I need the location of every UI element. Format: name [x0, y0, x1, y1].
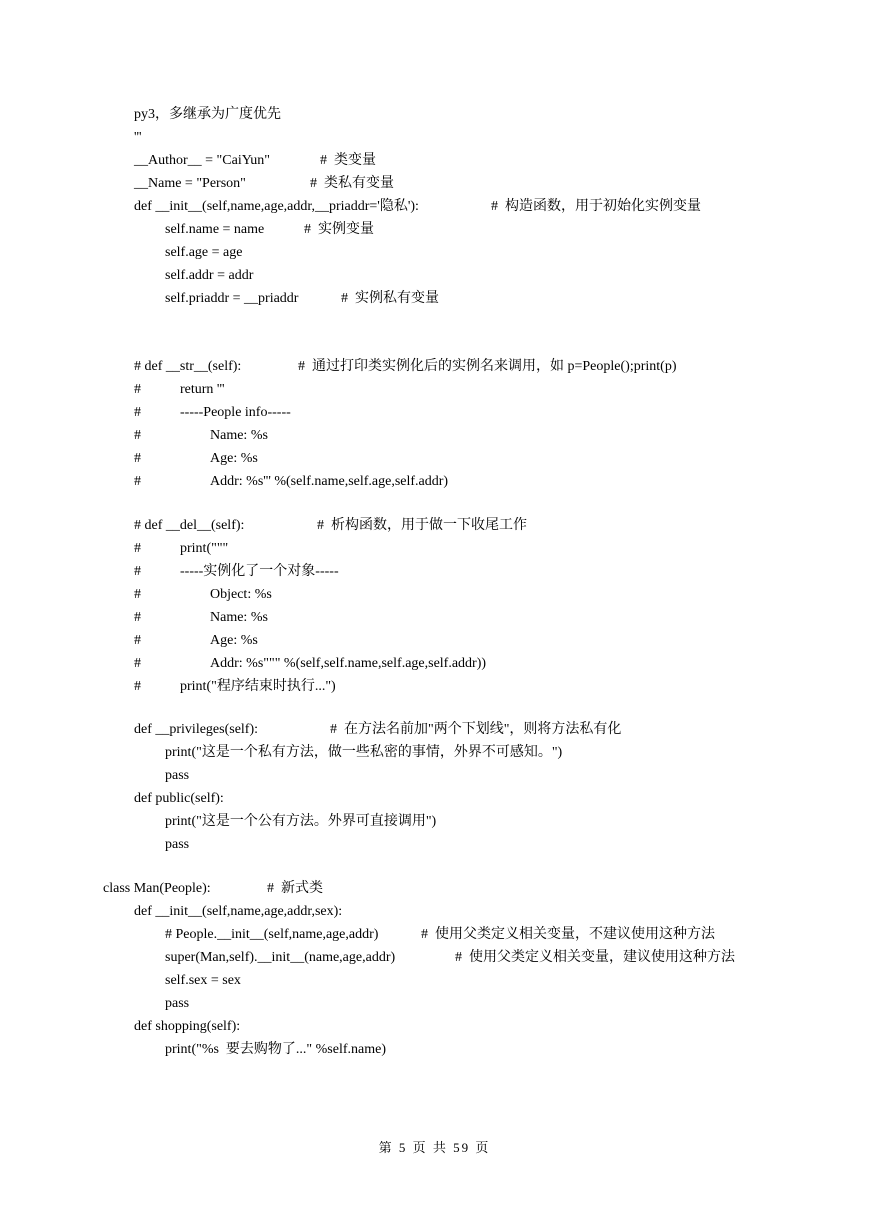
code-comment: -----People info----- [180, 405, 291, 420]
code-line: # [134, 564, 141, 579]
code-comment: -----实例化了一个对象----- [180, 564, 339, 579]
code-comment: # 通过打印类实例化后的实例名来调用，如 p=People();print(p) [298, 359, 677, 374]
code-comment: # 构造函数，用于初始化实例变量 [491, 199, 701, 214]
code-line: self.priaddr = __priaddr [165, 291, 299, 306]
code-line: super(Man,self).__init__(name,age,addr) [165, 950, 396, 965]
code-line: print("这是一个私有方法，做一些私密的事情，外界不可感知。") [165, 745, 563, 760]
code-comment: # 类私有变量 [310, 176, 394, 191]
code-comment: Name: %s [210, 610, 268, 625]
code-line: # [134, 428, 141, 443]
code-line: class Man(People): [103, 881, 211, 896]
code-line: # [134, 541, 141, 556]
code-line: __Author__ = "CaiYun" [134, 153, 270, 168]
code-line: def shopping(self): [134, 1019, 241, 1034]
code-comment: Addr: %s""" %(self,self.name,self.age,self.addr)) [210, 656, 487, 671]
code-line: # def __del__(self): [134, 518, 245, 533]
code-line: def __init__(self,name,age,addr,__priaddr='隐私'): [134, 199, 419, 214]
code-comment: print("程序结束时执行...") [180, 679, 336, 694]
code-comment: # 使用父类定义相关变量，建议使用这种方法 [455, 950, 735, 965]
code-line: __Name = "Person" [134, 176, 246, 191]
code-comment: # 实例变量 [304, 222, 374, 237]
code-line: self.name = name [165, 222, 265, 237]
code-comment: Age: %s [210, 633, 258, 648]
code-line: ''' [134, 130, 142, 145]
code-line: # [134, 610, 141, 625]
code-line: pass [165, 837, 190, 852]
code-line: pass [165, 768, 190, 783]
code-comment: # 实例私有变量 [341, 291, 439, 306]
code-comment: Age: %s [210, 451, 258, 466]
code-comment: print(""" [180, 541, 229, 556]
code-comment: Addr: %s''' %(self.name,self.age,self.addr) [210, 474, 449, 489]
code-line: pass [165, 996, 190, 1011]
code-line: self.addr = addr [165, 268, 254, 283]
code-line: # [134, 451, 141, 466]
code-line: py3，多继承为广度优先 [134, 107, 281, 122]
code-line: def __privileges(self): [134, 722, 259, 737]
code-line: def public(self): [134, 791, 224, 806]
code-line: self.age = age [165, 245, 243, 260]
page-footer: 第 5 页 共 59 页 [378, 1140, 491, 1155]
code-line: self.sex = sex [165, 973, 241, 988]
code-line: # [134, 656, 141, 671]
code-line: # def __str__(self): [134, 359, 242, 374]
code-line: # [134, 587, 141, 602]
code-comment: return ''' [180, 382, 225, 397]
code-line: # [134, 382, 141, 397]
code-line: # [134, 633, 141, 648]
code-comment: Object: %s [210, 587, 272, 602]
code-line: # People.__init__(self,name,age,addr) [165, 927, 379, 942]
code-line: print("%s 要去购物了..." %self.name) [165, 1042, 386, 1057]
code-comment: # 类变量 [320, 153, 376, 168]
code-line: # [134, 679, 141, 694]
code-line: # [134, 474, 141, 489]
code-comment: # 在方法名前加"两个下划线"，则将方法私有化 [330, 722, 622, 737]
code-comment: # 使用父类定义相关变量，不建议使用这种方法 [421, 927, 715, 942]
code-line: # [134, 405, 141, 420]
code-line: print("这是一个公有方法。外界可直接调用") [165, 814, 437, 829]
code-comment: # 新式类 [267, 881, 323, 896]
code-line: def __init__(self,name,age,addr,sex): [134, 904, 343, 919]
code-comment: Name: %s [210, 428, 268, 443]
code-comment: # 析构函数，用于做一下收尾工作 [317, 518, 527, 533]
